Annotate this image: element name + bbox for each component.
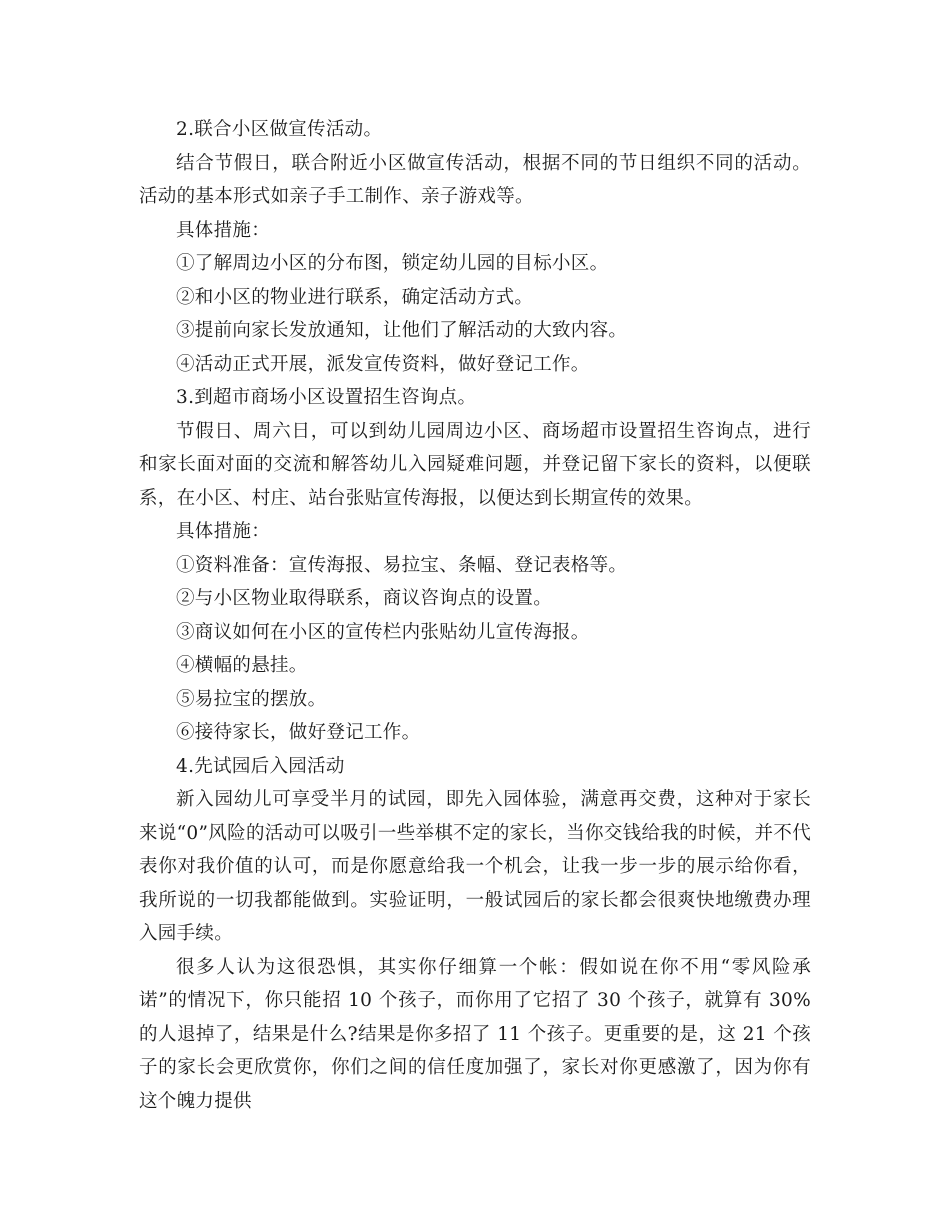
list-item: ⑥接待家长，做好登记工作。 [176, 722, 421, 743]
heading-community-promotion: 2.联合小区做宣传活动。 [176, 119, 383, 140]
paragraph: 节假日、周六日，可以到幼儿园周边小区、商场超市设置招生咨询点，进行和家长面对面的交流和解答幼儿入园疑难问题，并登记留下家长的资料，以便联系，在小区、村庄、站台张贴宣传海报，以便达到长期宣传的效果。 [139, 420, 811, 509]
list-item: ④活动正式开展，派发宣传资料，做好登记工作。 [176, 353, 590, 375]
document-body [139, 113, 811, 1118]
heading-trial-enrollment: 4.先试园后入园活动 [176, 755, 345, 777]
list-item: ⑤易拉宝的摆放。 [176, 688, 327, 710]
list-item: ①了解周边小区的分布图，锁定幼儿园的目标小区。 [176, 253, 609, 274]
heading-consultation-point: 3.到超市商场小区设置招生咨询点。 [176, 387, 477, 408]
list-item: ③商议如何在小区的宣传栏内张贴幼儿宣传海报。 [176, 621, 590, 643]
paragraph: 结合节假日，联合附近小区做宣传活动，根据不同的节日组织不同的活动。活动的基本形式如亲子手工制作、亲子游戏等。 [139, 152, 811, 207]
list-item: ②和小区的物业进行联系，确定活动方式。 [176, 286, 534, 308]
measures-label: 具体措施： [176, 219, 271, 241]
list-item: ③提前向家长发放通知，让他们了解活动的大致内容。 [176, 320, 628, 341]
list-item: ④横幅的悬挂。 [176, 655, 308, 676]
list-item: ①资料准备：宣传海报、易拉宝、条幅、登记表格等。 [176, 554, 628, 576]
paragraph: 很多人认为这很恐惧，其实你仔细算一个帐：假如说在你不用“零风险承诺”的情况下，你只能招 10 个孩子，而你用了它招了 30 个孩子，就算有 30%的人退掉了，结果是什么?结果是你多招了 11 个孩子。更重要的是，这 21 个孩子的家长会更欣赏你，你们之间的信任度加强了，家长对你更感激了，因为你有这个魄力提供 [139, 956, 811, 1112]
list-item: ②与小区物业取得联系，商议咨询点的设置。 [176, 588, 553, 609]
paragraph: 新入园幼儿可享受半月的试园，即先入园体验，满意再交费，这种对于家长来说“0”风险的活动可以吸引一些举棋不定的家长，当你交钱给我的时候，并不代表你对我价值的认可，而是你愿意给我一个机会，让我一步一步的展示给你看，我所说的一切我都能做到。实验证明，一般试园后的家长都会很爽快地缴费办理入园手续。 [139, 789, 811, 944]
measures-label: 具体措施： [176, 521, 271, 542]
